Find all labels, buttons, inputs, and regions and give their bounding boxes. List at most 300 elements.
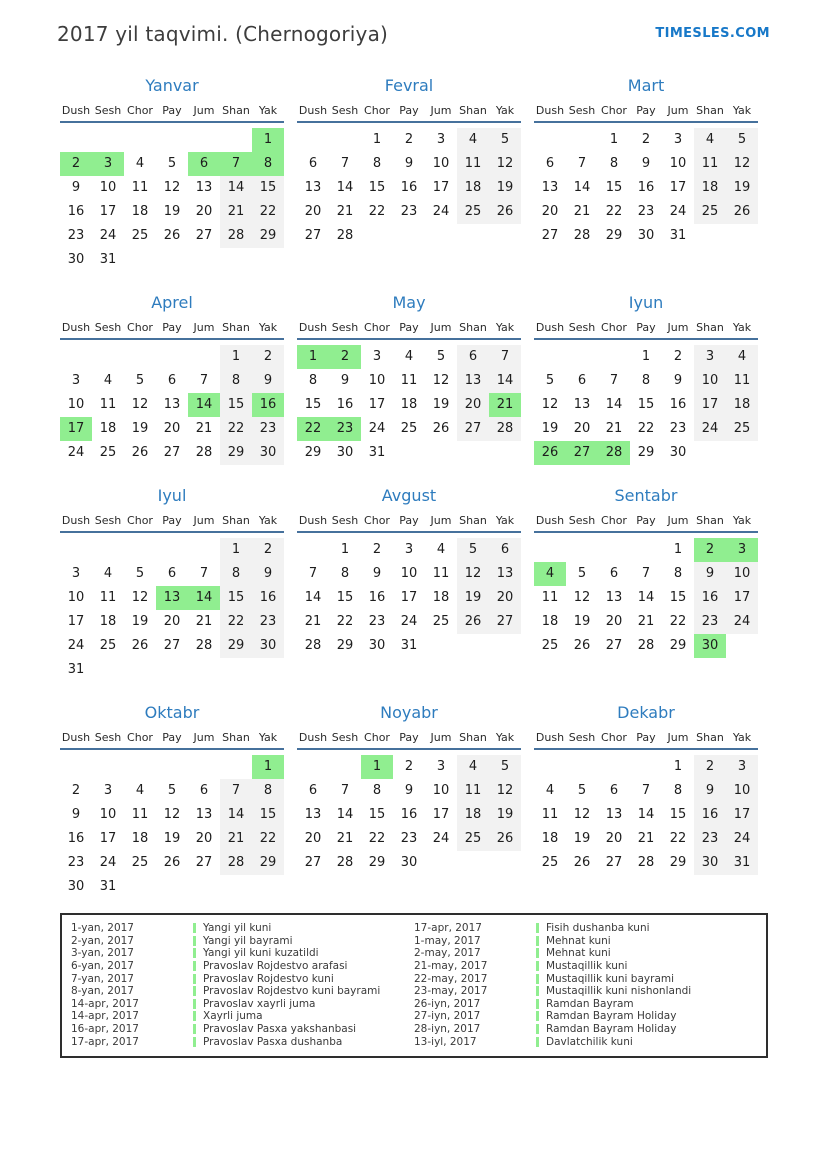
day-cell: 2 <box>641 132 651 147</box>
day-cell: 5 <box>436 349 446 364</box>
day-cell: 5 <box>577 783 587 798</box>
month-title[interactable]: Noyabr <box>380 703 438 722</box>
legend-holiday-name: Pravoslav Pasxa yakshanbasi <box>203 1023 357 1036</box>
week-row <box>534 152 758 176</box>
day-cell: 12 <box>489 779 521 803</box>
day-cell: 16 <box>694 586 726 610</box>
weekday-label: Dush <box>298 731 328 744</box>
empty-cell <box>124 755 156 779</box>
empty-cell <box>188 345 220 369</box>
day-cell: 28 <box>304 638 322 653</box>
day-cell: 13 <box>195 180 213 195</box>
weekday-header <box>534 514 758 533</box>
day-cell: 2 <box>694 755 726 779</box>
day-cell: 8 <box>641 373 651 388</box>
day-cell: 29 <box>368 855 386 870</box>
month-noyabr <box>297 703 521 875</box>
weekday-label: Pay <box>399 104 419 117</box>
day-cell: 7 <box>340 156 350 171</box>
weekday-label: Pay <box>636 514 656 527</box>
day-cell: 17 <box>726 803 758 827</box>
day-cell: 1 <box>673 759 683 774</box>
week-row <box>60 803 284 827</box>
week-row <box>297 345 521 369</box>
week-row <box>534 369 758 393</box>
day-cell: 23 <box>368 614 386 629</box>
week-row <box>60 586 284 610</box>
weekday-label: Jum <box>667 104 689 117</box>
weekday-label: Sesh <box>94 731 122 744</box>
legend-date: 2-yan, 2017 <box>71 934 134 947</box>
week-row <box>534 345 758 369</box>
month-title[interactable]: May <box>392 293 426 312</box>
legend-row <box>71 960 414 973</box>
day-cell: 22 <box>220 417 252 441</box>
weekday-label: Pay <box>162 731 182 744</box>
empty-cell <box>156 658 188 682</box>
weekday-label: Chor <box>127 514 153 527</box>
day-cell: 30 <box>694 634 726 658</box>
day-cell: 5 <box>577 566 587 581</box>
weekday-label: Pay <box>636 731 656 744</box>
day-cell: 20 <box>457 393 489 417</box>
week-row <box>297 586 521 610</box>
empty-cell <box>425 851 457 875</box>
day-cell: 3 <box>436 132 446 147</box>
day-cell: 4 <box>404 349 414 364</box>
day-cell: 4 <box>457 128 489 152</box>
day-cell: 23 <box>67 228 85 243</box>
weekday-label: Yak <box>495 731 515 744</box>
week-row <box>534 586 758 610</box>
weekday-label: Sesh <box>94 321 122 334</box>
day-cell: 7 <box>199 373 209 388</box>
empty-cell <box>156 345 188 369</box>
day-cell: 9 <box>340 373 350 388</box>
month-title[interactable]: Iyun <box>628 293 664 312</box>
day-cell: 7 <box>308 566 318 581</box>
day-cell: 27 <box>304 855 322 870</box>
day-cell: 1 <box>372 132 382 147</box>
day-cell: 29 <box>669 855 687 870</box>
day-cell: 2 <box>694 538 726 562</box>
day-cell: 14 <box>188 393 220 417</box>
day-cell: 4 <box>103 373 113 388</box>
week-row <box>297 538 521 562</box>
weekday-label: Pay <box>162 514 182 527</box>
legend-row <box>414 1010 757 1023</box>
weekday-label: Yak <box>258 731 278 744</box>
weekday-label: Sesh <box>331 514 359 527</box>
day-cell: 2 <box>252 538 284 562</box>
legend-row <box>414 960 757 973</box>
day-cell: 31 <box>368 445 386 460</box>
day-cell: 8 <box>609 156 619 171</box>
legend-row <box>71 1010 414 1023</box>
weekday-label: Shan <box>696 514 724 527</box>
day-cell: 28 <box>336 855 354 870</box>
weekday-label: Jum <box>430 104 452 117</box>
legend-date: 1-may, 2017 <box>414 934 481 947</box>
day-cell: 15 <box>669 590 687 605</box>
weekday-label: Sesh <box>331 731 359 744</box>
month-aprel <box>60 293 284 465</box>
empty-cell <box>220 875 252 899</box>
month-title[interactable]: Fevral <box>384 76 434 95</box>
week-row <box>60 200 284 224</box>
day-cell: 31 <box>99 879 117 894</box>
empty-cell <box>425 634 457 658</box>
day-cell: 18 <box>99 421 117 436</box>
day-cell: 5 <box>489 755 521 779</box>
weekday-label: Dush <box>298 514 328 527</box>
day-cell: 19 <box>726 176 758 200</box>
week-row <box>60 851 284 875</box>
empty-cell <box>188 658 220 682</box>
day-cell: 20 <box>163 421 181 436</box>
weekday-label: Dush <box>61 514 91 527</box>
empty-cell <box>252 875 284 899</box>
month-title[interactable]: Iyul <box>157 486 187 505</box>
month-title[interactable]: Aprel <box>151 293 193 312</box>
legend-holiday-name: Pravoslav xayrli juma <box>203 997 316 1010</box>
empty-cell <box>425 224 457 248</box>
week-row <box>60 538 284 562</box>
day-cell: 28 <box>220 851 252 875</box>
day-cell: 3 <box>436 759 446 774</box>
weekday-label: Pay <box>636 104 656 117</box>
week-row <box>297 562 521 586</box>
weekday-header <box>297 321 521 340</box>
empty-cell <box>694 441 726 465</box>
empty-cell <box>630 755 662 779</box>
day-cell: 30 <box>67 879 85 894</box>
day-cell: 26 <box>432 421 450 436</box>
day-cell: 11 <box>432 566 450 581</box>
empty-cell <box>124 875 156 899</box>
day-cell: 22 <box>368 204 386 219</box>
day-cell: 22 <box>252 200 284 224</box>
week-row <box>297 634 521 658</box>
day-cell: 5 <box>489 128 521 152</box>
week-row <box>297 827 521 851</box>
empty-cell <box>393 224 425 248</box>
day-cell: 13 <box>156 586 188 610</box>
holiday-marker-icon <box>536 986 539 996</box>
weekday-label: Jum <box>667 731 689 744</box>
weekday-label: Pay <box>399 514 419 527</box>
day-cell: 21 <box>573 204 591 219</box>
weekday-label: Jum <box>193 731 215 744</box>
empty-cell <box>489 634 521 658</box>
day-cell: 1 <box>220 345 252 369</box>
day-cell: 22 <box>368 831 386 846</box>
day-cell: 7 <box>220 152 252 176</box>
week-row <box>534 851 758 875</box>
day-cell: 19 <box>573 614 591 629</box>
day-cell: 14 <box>188 586 220 610</box>
weekday-label: Shan <box>696 321 724 334</box>
weekday-label: Jum <box>667 514 689 527</box>
day-cell: 29 <box>252 224 284 248</box>
day-cell: 24 <box>368 421 386 436</box>
holiday-marker-icon <box>536 948 539 958</box>
week-row <box>534 634 758 658</box>
day-cell: 25 <box>694 200 726 224</box>
day-cell: 13 <box>605 590 623 605</box>
day-cell: 26 <box>726 200 758 224</box>
day-cell: 5 <box>135 566 145 581</box>
empty-cell <box>124 538 156 562</box>
day-cell: 7 <box>220 779 252 803</box>
empty-cell <box>457 851 489 875</box>
day-cell: 13 <box>605 807 623 822</box>
day-cell: 17 <box>67 614 85 629</box>
legend-row <box>71 972 414 985</box>
day-cell: 25 <box>99 445 117 460</box>
day-cell: 11 <box>541 807 559 822</box>
day-cell: 8 <box>340 566 350 581</box>
day-cell: 8 <box>252 152 284 176</box>
week-row <box>534 128 758 152</box>
week-row <box>60 562 284 586</box>
weekday-label: Yak <box>258 514 278 527</box>
empty-cell <box>393 441 425 465</box>
legend-holiday-name: Davlatchilik kuni <box>546 1035 633 1048</box>
week-row <box>534 538 758 562</box>
weekday-label: Chor <box>364 731 390 744</box>
day-cell: 12 <box>573 807 591 822</box>
day-cell: 25 <box>541 638 559 653</box>
day-cell: 23 <box>694 610 726 634</box>
day-cell: 29 <box>637 445 655 460</box>
day-cell: 3 <box>404 542 414 557</box>
month-dekabr <box>534 703 758 875</box>
day-cell: 18 <box>541 614 559 629</box>
month-title[interactable]: Oktabr <box>144 703 200 722</box>
empty-cell <box>92 755 124 779</box>
day-cell: 9 <box>673 373 683 388</box>
day-cell: 17 <box>99 831 117 846</box>
day-cell: 13 <box>163 397 181 412</box>
day-cell: 16 <box>368 590 386 605</box>
day-cell: 29 <box>252 851 284 875</box>
day-cell: 31 <box>99 252 117 267</box>
month-title[interactable]: Mart <box>627 76 665 95</box>
month-may <box>297 293 521 465</box>
weekday-label: Jum <box>667 321 689 334</box>
day-cell: 18 <box>726 393 758 417</box>
day-cell: 13 <box>304 807 322 822</box>
day-cell: 13 <box>541 180 559 195</box>
day-cell: 5 <box>135 373 145 388</box>
day-cell: 4 <box>726 345 758 369</box>
empty-cell <box>361 224 393 248</box>
day-cell: 9 <box>252 562 284 586</box>
empty-cell <box>92 538 124 562</box>
empty-cell <box>297 755 329 779</box>
day-cell: 30 <box>400 855 418 870</box>
empty-cell <box>489 441 521 465</box>
day-cell: 27 <box>605 855 623 870</box>
day-cell: 21 <box>336 831 354 846</box>
day-cell: 27 <box>566 441 598 465</box>
day-cell: 20 <box>541 204 559 219</box>
weekday-header <box>534 321 758 340</box>
month-title[interactable]: Sentabr <box>614 486 678 505</box>
week-row <box>534 562 758 586</box>
day-cell: 26 <box>534 441 566 465</box>
empty-cell <box>252 248 284 272</box>
day-cell: 29 <box>605 228 623 243</box>
day-cell: 19 <box>541 421 559 436</box>
day-cell: 11 <box>726 369 758 393</box>
day-cell: 23 <box>252 417 284 441</box>
day-cell: 13 <box>304 180 322 195</box>
empty-cell <box>425 441 457 465</box>
day-cell: 2 <box>372 542 382 557</box>
week-row <box>297 803 521 827</box>
month-title[interactable]: Yanvar <box>145 76 199 95</box>
day-cell: 6 <box>188 152 220 176</box>
day-cell: 31 <box>669 228 687 243</box>
day-cell: 25 <box>457 827 489 851</box>
day-cell: 6 <box>609 566 619 581</box>
day-cell: 9 <box>694 562 726 586</box>
weekday-header <box>60 514 284 533</box>
empty-cell <box>252 658 284 682</box>
week-row <box>60 827 284 851</box>
day-cell: 17 <box>669 180 687 195</box>
day-cell: 16 <box>336 397 354 412</box>
day-cell: 19 <box>573 831 591 846</box>
legend-row <box>414 922 757 935</box>
empty-cell <box>60 755 92 779</box>
day-cell: 4 <box>694 128 726 152</box>
day-cell: 10 <box>400 566 418 581</box>
legend-row <box>414 935 757 948</box>
day-cell: 27 <box>163 445 181 460</box>
day-cell: 24 <box>669 204 687 219</box>
legend-date: 8-yan, 2017 <box>71 985 134 998</box>
day-cell: 12 <box>541 397 559 412</box>
day-cell: 6 <box>167 566 177 581</box>
day-cell: 22 <box>669 831 687 846</box>
empty-cell <box>726 224 758 248</box>
week-row <box>297 393 521 417</box>
day-cell: 9 <box>694 779 726 803</box>
day-cell: 15 <box>605 180 623 195</box>
day-cell: 17 <box>694 393 726 417</box>
day-cell: 27 <box>304 228 322 243</box>
week-row <box>60 128 284 152</box>
weekday-label: Sesh <box>568 514 596 527</box>
empty-cell <box>124 345 156 369</box>
day-cell: 24 <box>726 827 758 851</box>
weekday-label: Dush <box>61 104 91 117</box>
day-cell: 11 <box>99 397 117 412</box>
day-cell: 26 <box>457 610 489 634</box>
day-cell: 6 <box>308 783 318 798</box>
weekday-label: Chor <box>364 321 390 334</box>
week-row <box>60 441 284 465</box>
weekday-label: Chor <box>127 104 153 117</box>
weekday-label: Shan <box>459 321 487 334</box>
day-cell: 10 <box>67 397 85 412</box>
week-row <box>297 441 521 465</box>
legend-holiday-name: Yangi yil kuni <box>203 922 272 935</box>
holiday-legend <box>60 913 768 1058</box>
weekday-label: Shan <box>459 104 487 117</box>
site-link[interactable]: TIMESLES.COM <box>655 26 770 41</box>
day-cell: 8 <box>673 783 683 798</box>
week-row <box>534 224 758 248</box>
day-cell: 29 <box>220 634 252 658</box>
weekday-label: Sesh <box>568 104 596 117</box>
week-row <box>297 224 521 248</box>
holiday-marker-icon <box>193 986 196 996</box>
legend-holiday-name: Mustaqillik kuni <box>546 960 628 973</box>
day-cell: 17 <box>726 586 758 610</box>
day-cell: 19 <box>163 204 181 219</box>
empty-cell <box>188 875 220 899</box>
day-cell: 15 <box>252 803 284 827</box>
legend-row <box>414 1023 757 1036</box>
week-row <box>60 248 284 272</box>
day-cell: 13 <box>489 562 521 586</box>
legend-row <box>71 1023 414 1036</box>
day-cell: 10 <box>669 156 687 171</box>
empty-cell <box>124 658 156 682</box>
empty-cell <box>220 755 252 779</box>
empty-cell <box>297 538 329 562</box>
day-cell: 19 <box>489 176 521 200</box>
day-cell: 26 <box>573 855 591 870</box>
empty-cell <box>60 128 92 152</box>
day-cell: 22 <box>220 610 252 634</box>
month-title[interactable]: Avgust <box>381 486 437 505</box>
day-cell: 27 <box>605 638 623 653</box>
month-title[interactable]: Dekabr <box>617 703 675 722</box>
day-cell: 11 <box>131 180 149 195</box>
empty-cell <box>92 345 124 369</box>
empty-cell <box>534 345 566 369</box>
day-cell: 17 <box>432 807 450 822</box>
day-cell: 9 <box>404 783 414 798</box>
day-cell: 15 <box>336 590 354 605</box>
day-cell: 2 <box>60 152 92 176</box>
empty-cell <box>188 248 220 272</box>
day-cell: 11 <box>400 373 418 388</box>
weekday-label: Shan <box>222 104 250 117</box>
weekday-label: Pay <box>162 321 182 334</box>
day-cell: 30 <box>336 445 354 460</box>
day-cell: 22 <box>605 204 623 219</box>
empty-cell <box>534 755 566 779</box>
day-cell: 4 <box>457 755 489 779</box>
day-cell: 24 <box>99 855 117 870</box>
day-cell: 24 <box>432 831 450 846</box>
week-row <box>297 610 521 634</box>
weekday-label: Dush <box>535 731 565 744</box>
day-cell: 16 <box>252 393 284 417</box>
day-cell: 22 <box>297 417 329 441</box>
day-cell: 21 <box>637 831 655 846</box>
legend-date: 21-may, 2017 <box>414 960 488 973</box>
legend-holiday-name: Pravoslav Rojdestvo arafasi <box>203 960 348 973</box>
weekday-label: Yak <box>495 514 515 527</box>
day-cell: 20 <box>163 614 181 629</box>
